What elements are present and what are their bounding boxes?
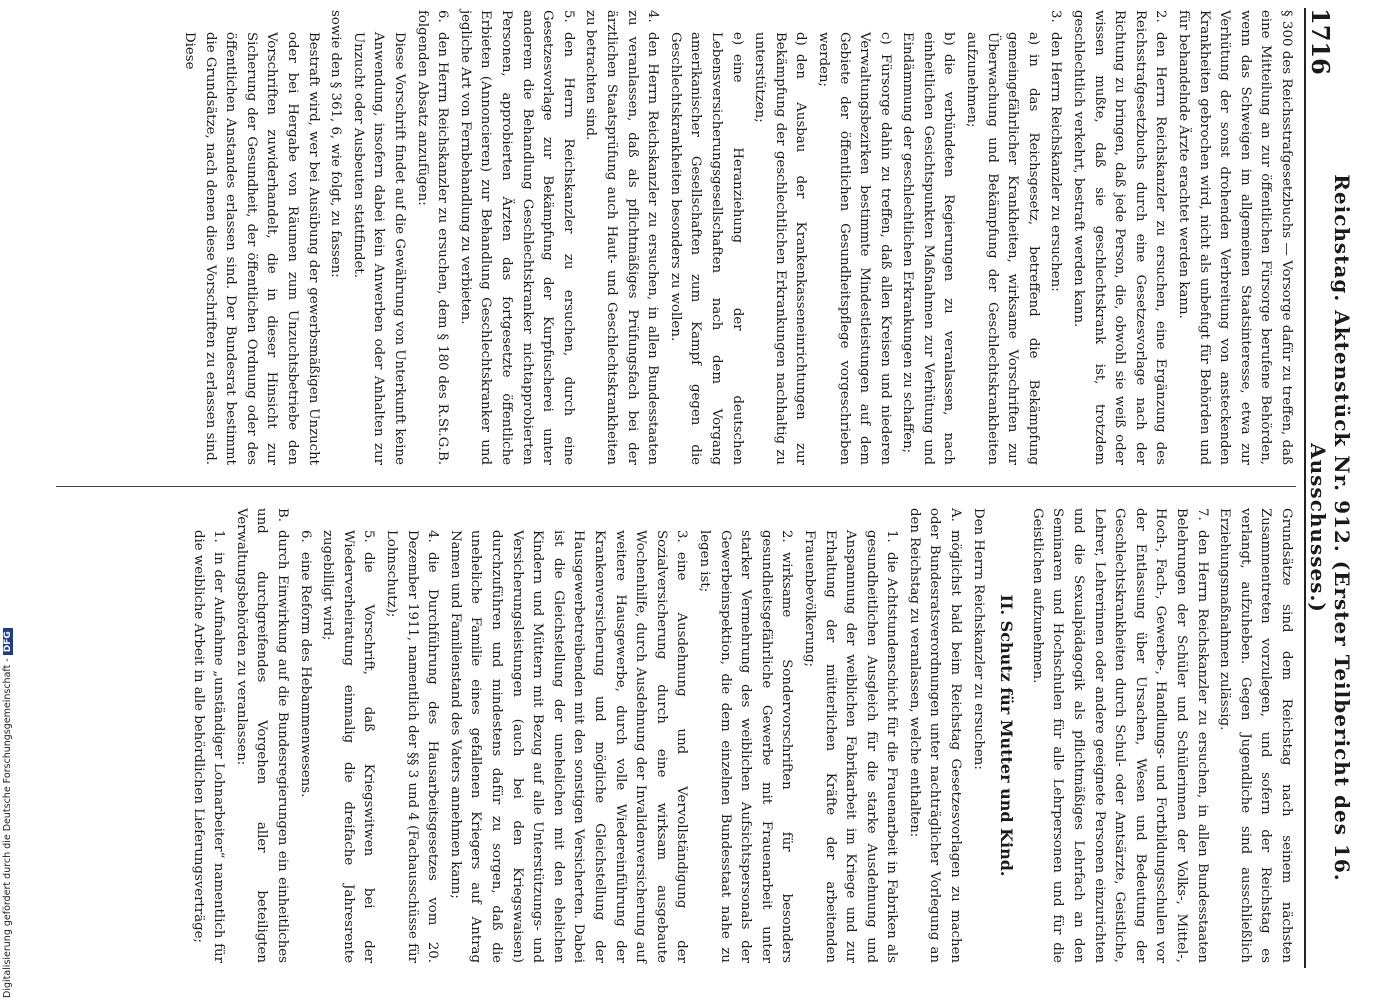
paragraph-text: eine Reform des Hebammenwesens. [297, 552, 313, 798]
paragraph-text: den Herrn Reichskanzler zu ersuchen, in allen Bundesstaaten zu veranlassen, daß als pflichtmäßiges Prüfungsfach bei der ärztlichen Staatsprüfung auch Haut- und Geschlechtskrankheiten zu betrachten sind. [583, 10, 661, 465]
paragraph [1214, 508, 1296, 963]
paragraph [798, 530, 901, 963]
paragraph-text: die Achtstundenschicht für die Frauenarbeit in Fabriken als gesundheitlichen Ausgleich für die starke Ausdehnung und Anspannung der weiblichen Fabrikarbeit im Kriege und zur Erhaltung der mütterlichen Kräfte der arbeitenden Frauenbevölkerung; [801, 530, 900, 963]
paragraph-text: möglichst bald beim Reichstag Gesetzesvorlagen zu machen oder Bundesratsverordnungen unter nachträglicher Vorlegung an den Reichstag zu veranlassen, welche enthalten: [906, 508, 964, 963]
paragraph-text: Diese Vorschrift findet auf die Gewährung von Unterkunft keine Anwendung, insofern dabei kein Anwerben oder Anhalten zur Unzucht oder Ausbeuten stattfindet. [350, 32, 408, 465]
paragraph [347, 32, 409, 465]
document-page [40, 8, 1354, 968]
paragraph-text: Den Herrn Reichskanzler zu ersuchen: [970, 508, 986, 770]
paragraph-text: den Herrn Reichskanzler zu ersuchen, eine Ergänzung des Reichsstrafgesetzbuchs durch eine Gesetzesvorlage nach der Richtung zu bringen, daß jede Person, die, obwohl sie weiß oder wissen mußte, daß sie geschlechtskrank ist, trotzdem geschlechtlich verkehrt, bestraft werden kann. [1071, 10, 1169, 465]
item-number: e) [729, 32, 745, 46]
paragraph-text: den Herrn Reichskanzler zu ersuchen, dem § 180 des R.St.G.B. folgenden Absatz anzufügen: [414, 10, 451, 465]
item-number: 2. [1153, 10, 1169, 23]
item-number: 2. [779, 530, 795, 543]
paragraph-text: wirksame Sondervorschriften für besonders gesundheitsgefährliche Gewerbe mit Frauenarbeit unter starker Vermehrung des weiblichen Aufsichtspersonals der Gewerbeinspektion, die dem einzelnen Bundesstaat nahe zu legen ist; [696, 530, 795, 963]
paragraph-text: die verbündeten Regierungen zu veranlassen, nach einheitlichen Gesichtspunkten Maßnahmen zur Verhütung und Eindämmung der geschlechtlichen Erkrankungen zu schaffen; [900, 32, 957, 465]
item-number: b) [941, 32, 957, 46]
paragraph-text: sowie den § 361, 6, wie folgt, zu fassen: [328, 10, 344, 278]
item-number: 3. [1048, 10, 1064, 23]
dfg-logo: DFG [3, 628, 13, 655]
item-number: 5. [361, 530, 377, 543]
paragraph [1172, 10, 1296, 465]
item-number: 6. [297, 530, 313, 543]
paragraph-text: den Ausbau der Krankenkasseneinrichtungen zur Bekämpfung der geschlechtlichen Erkrankungen nachhaltig zu unterstützen; [752, 32, 809, 465]
paragraph [1067, 10, 1170, 465]
paragraph [693, 530, 796, 963]
paragraph-text: durch Einwirkung auf die Bundesregierungen ein einheitliches und durchgreifendes Vorgehen aller beteiligten Verwaltungsbehörden zu veranlassen: [233, 508, 291, 963]
paragraph [664, 32, 746, 465]
paragraph [749, 32, 811, 465]
page-number: 1716 [1306, 8, 1335, 75]
paragraph-text: die Vorschrift, daß Kriegswitwen bei der Wiederverheiratung einmalig die dreifache Jahresrente zugebilligt wird; [320, 530, 377, 963]
paragraph-text: Bestraft wird, wer bei Ausübung der gewerbsmäßigen Unzucht oder bei Hergabe von Räumen zum Unzuchtsbetriebe den Vorschriften zuwiderhandelt, die in dieser Hinsicht zur Sicherung der Gesundheit, der öffentlichen Ordnung oder des öffentlichen Anstandes erlassen sind. Der Bundesrat bestimmt die Grundsätze, nach denen diese Vorschriften zu erlassen sind. Diese [182, 32, 321, 465]
left-column [177, 10, 1296, 465]
paragraph-text: den Herrn Reichskanzler zu ersuchen, durch eine Gesetzesvorlage zur Bekämpfung der Kurpfuscherei unter anderem die Behandlung Geschlechtskranker nichtapprobierten Personen, approbierten Ärzten das fortgesetzte öffentliche Erbieten (Annoncieren) zur Behandlung Geschlechtskranker und jegliche Art von Fernbehandlung zu verbieten. [457, 10, 576, 465]
paragraph [580, 10, 662, 465]
paragraph [967, 508, 988, 963]
paragraph-text: eine Ausdehnung und Vervollständigung der Sozialversicherung durch eine wirksam ausgebaute Wochenhilfe, durch Ausdehnung der Invalidenversicherung auf weitere Hausgewerbe, durch volle Wiedereinführung der Krankenversicherung und mögliche Gleichstellung der Hausgewerbetreibenden mit den sonstigen Versicherten. Dabei ist die Gleichstellung der unehelichen mit den ehelichen Kindern und Müttern mit Bezug auf alle Unterstützungs- und Versicherungsleistungen (auch bei den Kriegswaisen) durchzuführen und mindestens dafür zu sorgen, daß die uneheliche Familie eines gefallenen Kriegers auf Antrag Namen und Familienstand des Vaters annehmen kann; [447, 530, 690, 963]
paragraph [897, 32, 959, 465]
item-number: a) [1025, 32, 1041, 46]
item-number: 6. [435, 10, 451, 23]
paragraph [179, 32, 323, 465]
paragraph-text: in der Aufnahme „unständiger Lohnarbeiter“ namentlich für die weibliche Arbeit in alle behördlichen Lieferungsverträge; [190, 530, 227, 963]
paragraph [294, 530, 315, 963]
paragraph [325, 10, 346, 465]
paragraph-text: Grundsätze sind dem Reichstag nach seinem nächsten Zusammentreten vorzulegen, und sofern der Reichstag es verlangt, aufzuheben. Gegen Jugendliche sind ausschließlich Erziehungsmaßnahmen zulässig. [1217, 508, 1294, 963]
credit-text: Digitalisierung gefördert durch die Deutsche Forschungsgemeinschaft - [2, 658, 13, 998]
paragraph [1026, 508, 1211, 963]
paragraph-text: in das Reichsgesetz, betreffend die Bekämpfung gemeingefährlicher Krankheiten, wirksame Vorschriften zur Überwachung und Bekämpfung der Geschlechtskrankheiten aufzunehmen; [964, 32, 1041, 465]
item-number: d) [793, 32, 809, 46]
paragraph-text: den Herrn Reichskanzler zu ersuchen, in allen Bundesstaaten Belehrungen der Schüler und Schülerinnen der Volks-, Mittel-, Hoch-, Fach-, Gewerbe-, Handlungs- und Fortbildungsschulen vor der Entlassung über Ursachen, Wesen und Bedeutung der Geschlechtskrankheiten durch Schul- oder Amtsärzte, Geistliche, Lehrer, Lehrerinnen oder andere geeignete Personen einzurichten und die Sexualpädagogik als pflichtmäßiges Lehrfach an den Seminaren und Hochschulen für alle Lehrpersonen und für die Geistlichen aufzunehmen. [1029, 508, 1210, 963]
digitization-credit [2, 628, 13, 998]
paragraph [961, 32, 1043, 465]
item-number: 3. [674, 530, 690, 543]
paragraph-text: den Herrn Reichskanzler zu ersuchen: [1048, 32, 1064, 292]
section-heading: II. Schutz für Mutter und Kind. [997, 594, 1017, 877]
right-column [185, 508, 1296, 963]
paragraph-text: eine Heranziehung der deutschen Lebensversicherungsgesellschaften nach dem Vorgang amerikanischer Gesellschaften zum Kampf gegen die Geschlechtskrankheiten besonders zu wollen. [667, 32, 745, 465]
item-number: A. [948, 508, 964, 522]
paragraph [454, 10, 578, 465]
column-divider [56, 486, 1296, 487]
item-number: 1. [884, 530, 900, 543]
paragraph [317, 530, 379, 963]
paragraph [1045, 10, 1066, 465]
item-number: 1. [211, 530, 227, 543]
paragraph [812, 32, 894, 465]
paragraph [444, 530, 691, 963]
paragraph-text: die Durchführung des Hausarbeitsgesetzes vom 20. Dezember 1911, namentlich der §§ 3 und 4 (Fachausschüsse für Lohnschutz); [384, 530, 441, 963]
paragraph [380, 530, 442, 963]
paragraph-text: Fürsorge dahin zu treffen, daß allen Kreisen und niederen Verwaltungsbezirken bestimmte Mindestleistungen auf dem Gebiete der öffentlichen Gesundheitspflege vorgeschrieben werden; [815, 32, 893, 465]
item-number: 5. [560, 10, 576, 23]
paragraph-text: § 300 des Reichsstrafgesetzbuchs — Vorsorge dafür zu treffen, daß eine Mitteilung an zur öffentlichen Fürsorge berufene Behörden, wenn das Schweigen im allgemeinen Staatsinteresse, etwa zur Verhütung der sonst drohenden Verbreitung von ansteckenden Krankheiten gebrochen wird, nicht als unbefugt für Behörden und für behandelnde Ärzte erachtet werden kann. [1176, 10, 1294, 465]
item-number: c) [877, 32, 893, 45]
paragraph [411, 10, 452, 465]
item-number: 4. [645, 10, 661, 23]
item-number: 7. [1194, 508, 1210, 521]
paragraph [903, 508, 965, 963]
page-header [1304, 8, 1354, 968]
paragraph [230, 508, 292, 963]
item-number: 4. [425, 530, 441, 543]
page-title: Reichstag. Aktenstück Nr. 912. (Erster Teilbericht des 16. Ausschusses.) [1306, 174, 1354, 882]
item-number: B. [275, 508, 291, 522]
paragraph [187, 530, 228, 963]
